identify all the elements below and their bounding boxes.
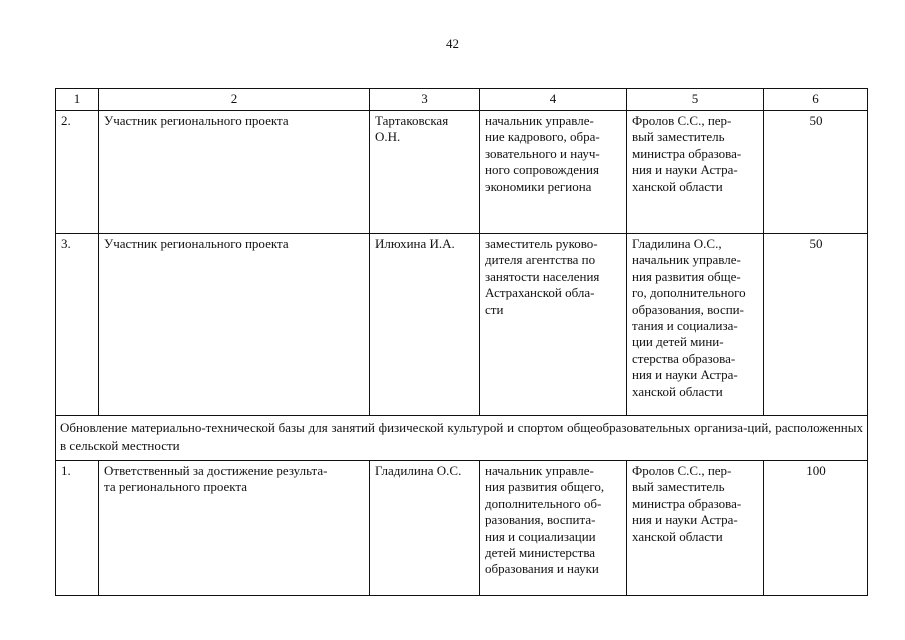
column-header: 3 <box>370 89 480 111</box>
column-header: 4 <box>480 89 627 111</box>
row-share: 50 <box>764 111 868 234</box>
row-position: начальник управле- ния развития общего, дополнительного об- разования, воспита- ния и социализации детей министерства образования и науки <box>480 461 627 596</box>
table-header-row <box>56 89 868 111</box>
table-row <box>56 461 868 596</box>
column-header: 6 <box>764 89 868 111</box>
row-position: начальник управле- ние кадрового, обра- зовательного и науч- ного сопровождения экономики региона <box>480 111 627 234</box>
page-number: 42 <box>446 36 459 51</box>
table-row <box>56 234 868 416</box>
row-number: 2. <box>56 111 99 234</box>
row-role: Участник регионального проекта <box>99 111 370 234</box>
row-supervisor: Фролов С.С., пер- вый заместитель министра образова- ния и науки Астра- ханской области <box>627 111 764 234</box>
column-header: 2 <box>99 89 370 111</box>
column-header: 5 <box>627 89 764 111</box>
participants-table <box>55 88 868 596</box>
row-share: 50 <box>764 234 868 416</box>
row-supervisor: Фролов С.С., пер- вый заместитель министра образова- ния и науки Астра- ханской области <box>627 461 764 596</box>
section-heading-row <box>56 416 868 461</box>
table-row <box>56 111 868 234</box>
row-position: заместитель руково- дителя агентства по занятости населения Астраханской обла- сти <box>480 234 627 416</box>
row-supervisor: Гладилина О.С., начальник управле- ния развития обще- го, дополнительного образования, воспи- тания и социализа- ции детей мини- стерства образова- ния и науки Астра- ханской области <box>627 234 764 416</box>
row-role: Участник регионального проекта <box>99 234 370 416</box>
row-number: 1. <box>56 461 99 596</box>
row-number: 3. <box>56 234 99 416</box>
row-role: Ответственный за достижение результа- та регионального проекта <box>99 461 370 596</box>
row-share: 100 <box>764 461 868 596</box>
section-title: Обновление материально-технической базы для занятий физической культурой и спортом общеобразовательных организа-ций, расположенных в сельской местности <box>56 416 868 461</box>
row-person: Илюхина И.А. <box>370 234 480 416</box>
row-person: Тартаковская О.Н. <box>370 111 480 234</box>
row-person: Гладилина О.С. <box>370 461 480 596</box>
column-header: 1 <box>56 89 99 111</box>
